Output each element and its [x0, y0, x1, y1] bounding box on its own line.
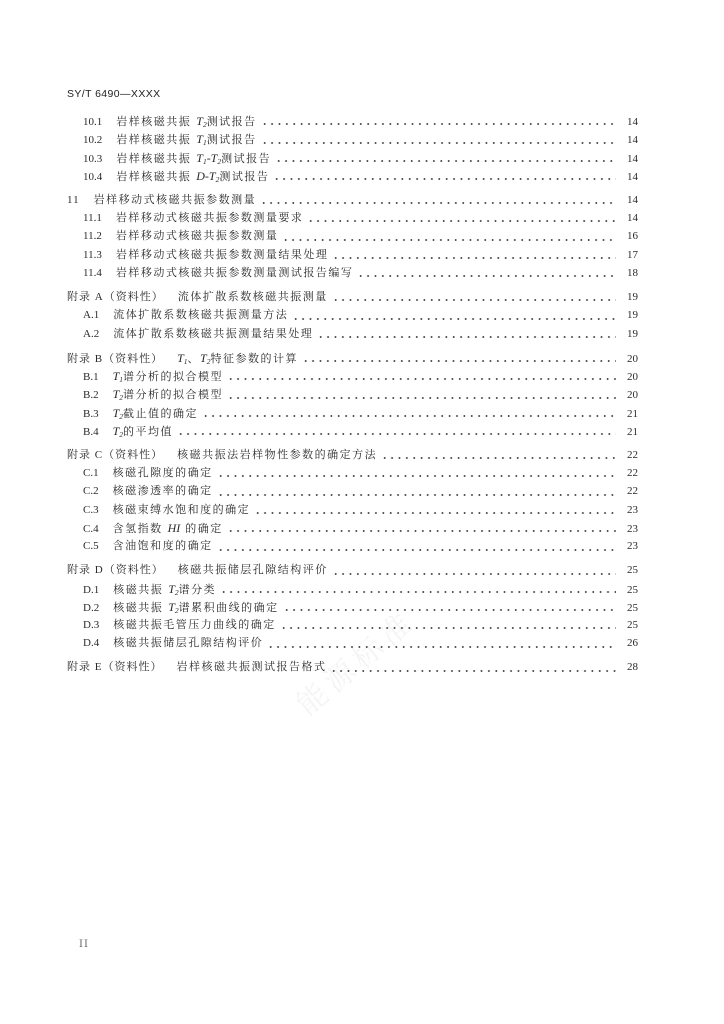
title-text: 的确定 — [180, 521, 223, 535]
toc-entry-page: 23 — [627, 540, 638, 553]
dot-leader — [317, 336, 616, 338]
toc-entry-title — [116, 227, 279, 245]
toc-entry — [67, 385, 638, 403]
page-number: II — [79, 939, 89, 950]
toc-entry-page: 22 — [627, 448, 638, 461]
title-text: 核磁渗透率的确定 — [112, 484, 213, 498]
title-text: 核磁共振储层孔隙结构评价 — [113, 636, 264, 650]
symbol-subscript: 2 — [119, 411, 124, 421]
title-text: 岩样核磁共振 — [116, 169, 197, 183]
title-text: 含氢指数 — [112, 521, 168, 535]
math-symbol — [196, 132, 206, 146]
symbol-letter: HI — [167, 520, 181, 535]
symbol-letter: -T — [206, 150, 218, 165]
toc-entry — [67, 306, 638, 324]
title-text: 含油饱和度的确定 — [112, 539, 213, 553]
toc-entry-number: 10.2 — [83, 134, 103, 147]
title-text: 岩样核磁共振测试报告格式 — [176, 660, 327, 674]
toc-entry-page: 21 — [627, 425, 638, 438]
toc-entry — [67, 191, 638, 209]
toc-entry-page: 25 — [627, 619, 638, 632]
symbol-letter: T — [196, 114, 203, 128]
toc-entry — [67, 422, 638, 440]
toc-entry-title — [177, 446, 377, 464]
dot-leader — [332, 573, 616, 575]
toc-entry-number: B.4 — [83, 425, 99, 438]
toc-entry — [67, 288, 638, 306]
title-text: 核磁孔隙度的确定 — [112, 466, 213, 480]
toc-entry — [67, 349, 638, 367]
symbol-subscript: 2 — [174, 587, 179, 597]
dot-leader — [227, 530, 616, 532]
toc-entry-page: 20 — [627, 389, 638, 402]
toc-list — [67, 112, 638, 677]
toc-entry-number: 10.3 — [83, 152, 103, 165]
math-symbol — [113, 406, 123, 420]
math-symbol — [168, 600, 178, 614]
symbol-letter: T — [112, 387, 120, 402]
title-text: 的平均值 — [123, 424, 174, 438]
symbol-subscript: 2 — [215, 174, 220, 184]
symbol-letter: T — [177, 350, 184, 365]
toc-entry-title — [116, 112, 256, 131]
toc-entry-page: 23 — [627, 522, 638, 535]
toc-entry-page: 14 — [627, 134, 638, 147]
toc-entry — [67, 519, 638, 537]
symbol-subscript: 2 — [206, 356, 211, 366]
title-text: 谱分析的拟合模型 — [123, 369, 224, 383]
toc-entry-number: 11.4 — [83, 267, 102, 280]
toc-entry-number: D.4 — [83, 637, 100, 650]
title-text: 岩样移动式核磁共振参数测量结果处理 — [115, 247, 329, 261]
math-symbol — [196, 114, 206, 128]
title-text: 谱分类 — [178, 582, 217, 596]
toc-entry — [67, 464, 638, 482]
toc-entry-number: 10.1 — [83, 116, 103, 128]
dot-leader — [260, 202, 616, 204]
symbol-subscript: 2 — [202, 120, 207, 129]
toc-entry-title — [176, 658, 326, 676]
toc-entry-page: 26 — [627, 637, 638, 650]
toc-entry-page: 21 — [627, 407, 638, 420]
toc-entry-number: D.1 — [83, 583, 100, 596]
toc-entry-title — [113, 325, 313, 343]
toc-entry — [67, 634, 638, 652]
toc-entry — [67, 325, 638, 343]
title-text: 岩样移动式核磁共振参数测量测试报告编写 — [115, 266, 354, 280]
toc-entry-page: 20 — [627, 352, 638, 365]
symbol-subscript: 2 — [119, 393, 124, 403]
title-text: 测试报告 — [206, 133, 257, 147]
title-text: 岩样核磁共振 — [116, 151, 197, 165]
toc-entry-title — [113, 404, 198, 423]
dot-leader — [282, 239, 616, 241]
title-text: 岩样核磁共振 — [116, 133, 197, 147]
toc-entry — [67, 598, 638, 616]
dot-leader — [220, 591, 616, 593]
toc-entry-page: 14 — [627, 170, 638, 183]
dot-leader — [332, 299, 616, 301]
dot-leader — [217, 475, 616, 477]
toc-entry-title — [113, 634, 263, 652]
toc-entry-number: 附录 B（资料性） — [67, 352, 164, 365]
math-symbol — [196, 169, 219, 183]
title-text: 流体扩散系数核磁共振测量 — [177, 290, 328, 304]
toc-entry-title — [116, 167, 269, 186]
toc-entry-number: 11.2 — [83, 230, 102, 243]
toc-entry-title — [113, 306, 288, 324]
title-text: 岩样移动式核磁共振参数测量 — [93, 192, 257, 206]
math-symbol — [168, 521, 181, 535]
title-text: 岩样移动式核磁共振参数测量要求 — [115, 211, 304, 225]
toc-entry — [67, 130, 638, 148]
symbol-letter: T — [168, 581, 175, 596]
toc-entry-page: 23 — [627, 503, 638, 516]
title-text: 测试报告 — [219, 169, 270, 183]
toc-entry-page: 25 — [627, 564, 638, 577]
toc-entry — [67, 616, 638, 634]
toc-entry-page: 16 — [627, 230, 638, 243]
math-symbol — [113, 387, 123, 401]
toc-entry-number: 附录 A（资料性） — [67, 291, 164, 304]
toc-entry-number: C.3 — [83, 503, 99, 516]
dot-leader — [330, 670, 616, 672]
title-text: 流体扩散系数核磁共振测量方法 — [113, 308, 289, 322]
toc-entry-page: 14 — [627, 212, 638, 225]
title-text: 核磁共振 — [113, 582, 169, 596]
math-symbol — [207, 151, 221, 165]
math-symbol — [200, 351, 210, 365]
toc-entry-page: 25 — [627, 601, 638, 614]
title-text: 岩样核磁共振 — [116, 115, 197, 128]
title-text: 核磁共振毛管压力曲线的确定 — [113, 618, 276, 632]
dot-leader — [217, 494, 616, 496]
symbol-letter: T — [168, 599, 175, 614]
title-text: 测试报告 — [221, 151, 272, 165]
toc-entry-page: 14 — [627, 193, 638, 206]
toc-entry — [67, 227, 638, 245]
toc-entry-title — [116, 149, 271, 168]
dot-leader — [302, 360, 616, 362]
dot-leader — [261, 123, 616, 125]
title-text: 特征参数的计算 — [210, 351, 298, 365]
symbol-subscript: 2 — [119, 429, 124, 439]
toc-entry-title — [113, 482, 213, 500]
symbol-subscript: 2 — [217, 156, 222, 166]
toc-entry — [67, 149, 638, 167]
title-text: 谱分析的拟合模型 — [123, 388, 224, 402]
toc-entry-page: 20 — [627, 370, 638, 383]
title-text: 、 — [187, 351, 201, 365]
toc-entry-number: 11.1 — [83, 212, 102, 225]
toc-entry — [67, 561, 638, 579]
toc-entry — [67, 209, 638, 227]
toc-entry-title — [113, 422, 173, 441]
toc-entry-number: B.3 — [83, 407, 99, 420]
toc-entry-number: C.5 — [83, 540, 99, 553]
dot-leader — [292, 318, 616, 320]
symbol-letter: D-T — [196, 168, 216, 183]
toc-entry-title — [113, 598, 278, 617]
toc-entry-title — [116, 130, 256, 149]
toc-entry — [67, 404, 638, 422]
toc-entry-title — [113, 385, 223, 404]
toc-entry-page: 22 — [627, 485, 638, 498]
toc-entry — [67, 482, 638, 500]
dot-leader — [307, 220, 616, 222]
toc-entry-title — [116, 246, 329, 264]
title-text: 岩样移动式核磁共振参数测量 — [115, 229, 279, 243]
title-text: 核磁共振储层孔隙结构评价 — [177, 563, 328, 577]
toc-entry-number: 附录 E（资料性） — [67, 661, 163, 674]
title-text: 核磁共振法岩样物性参数的确定方法 — [177, 447, 378, 461]
toc-entry-page: 14 — [627, 116, 638, 128]
toc-entry-title — [113, 501, 251, 519]
toc-entry-page: 18 — [627, 267, 638, 280]
title-text: 测试报告 — [206, 115, 257, 128]
toc-entry-number: B.1 — [83, 370, 99, 383]
symbol-subscript: 1 — [183, 356, 188, 366]
toc-entry-title — [178, 561, 328, 579]
toc-entry-page: 14 — [627, 152, 638, 165]
dot-leader — [227, 397, 616, 399]
toc-entry-number: 10.4 — [83, 170, 103, 183]
dot-leader — [357, 275, 616, 277]
symbol-subscript: 1 — [202, 138, 207, 148]
dot-leader — [261, 142, 616, 144]
math-symbol — [168, 582, 178, 596]
toc-entry-page: 17 — [627, 248, 638, 261]
toc-entry-number: 附录 D（资料性） — [67, 564, 164, 577]
symbol-letter: T — [196, 150, 203, 165]
dot-leader — [217, 549, 616, 551]
symbol-subscript: 1 — [202, 156, 207, 166]
math-symbol — [113, 424, 123, 438]
dot-leader — [227, 378, 616, 380]
toc-entry-number: C.4 — [83, 522, 99, 535]
toc-entry-number: A.1 — [83, 309, 100, 322]
math-symbol — [177, 351, 187, 365]
toc-entry-title — [94, 191, 257, 209]
toc-entry-page: 19 — [627, 291, 638, 304]
toc-entry-page: 19 — [627, 327, 638, 340]
toc-entry-title — [178, 288, 328, 306]
math-symbol — [196, 151, 206, 165]
dot-leader — [267, 646, 616, 648]
dot-leader — [202, 415, 616, 417]
dot-leader — [381, 457, 616, 459]
title-text: 截止值的确定 — [123, 406, 199, 420]
toc-entry-title — [113, 367, 223, 386]
dot-leader — [332, 257, 616, 259]
toc-entry-page: 25 — [627, 583, 638, 596]
title-text: 谱累积曲线的确定 — [178, 600, 279, 614]
toc-entry-number: 11 — [67, 193, 80, 206]
symbol-letter: T — [112, 423, 120, 438]
toc-entry-title — [116, 209, 304, 227]
toc-entry-title — [116, 264, 354, 282]
toc-entry-number: D.2 — [83, 601, 100, 614]
symbol-letter: T — [112, 368, 120, 383]
toc-entry-title — [113, 519, 223, 538]
dot-leader — [254, 512, 616, 514]
symbol-letter: T — [196, 132, 203, 147]
toc-entry-number: A.2 — [83, 327, 100, 340]
title-text: 核磁束缚水饱和度的确定 — [112, 502, 251, 516]
symbol-letter: T — [112, 405, 120, 420]
toc-entry-number: B.2 — [83, 389, 99, 402]
toc-entry — [67, 264, 638, 282]
toc-entry — [67, 658, 638, 676]
title-text: 核磁共振 — [113, 600, 169, 614]
toc-entry — [67, 167, 638, 185]
dot-leader — [275, 160, 616, 162]
toc-entry-page: 19 — [627, 309, 638, 322]
toc-entry-title — [113, 580, 216, 599]
toc-entry-number: 11.3 — [83, 248, 102, 261]
symbol-subscript: 2 — [174, 605, 179, 615]
toc-entry — [67, 580, 638, 598]
symbol-letter: T — [200, 350, 207, 365]
toc-entry-number: C.1 — [83, 467, 99, 480]
dot-leader — [280, 627, 616, 629]
toc-entry — [67, 367, 638, 385]
symbol-subscript: 1 — [119, 374, 124, 384]
toc-entry — [67, 446, 638, 464]
dot-leader — [273, 178, 616, 180]
math-symbol — [113, 369, 123, 383]
toc-entry — [67, 112, 638, 130]
toc-entry-title — [177, 349, 298, 368]
toc-entry — [67, 501, 638, 519]
toc-entry-title — [113, 537, 213, 555]
toc-entry-number: C.2 — [83, 485, 99, 498]
document-code: SY/T 6490—XXXX — [67, 88, 161, 100]
toc-entry-title — [113, 464, 213, 482]
toc-entry-page: 22 — [627, 467, 638, 480]
toc-entry-number: 附录 C（资料性） — [67, 448, 164, 461]
toc-entry-page: 28 — [627, 661, 638, 674]
dot-leader — [283, 609, 616, 611]
toc-entry — [67, 246, 638, 264]
title-text: 流体扩散系数核磁共振测量结果处理 — [113, 326, 314, 340]
dot-leader — [177, 433, 616, 435]
toc-entry-number: D.3 — [83, 619, 100, 632]
toc-entry — [67, 537, 638, 555]
toc-entry-title — [113, 616, 276, 634]
